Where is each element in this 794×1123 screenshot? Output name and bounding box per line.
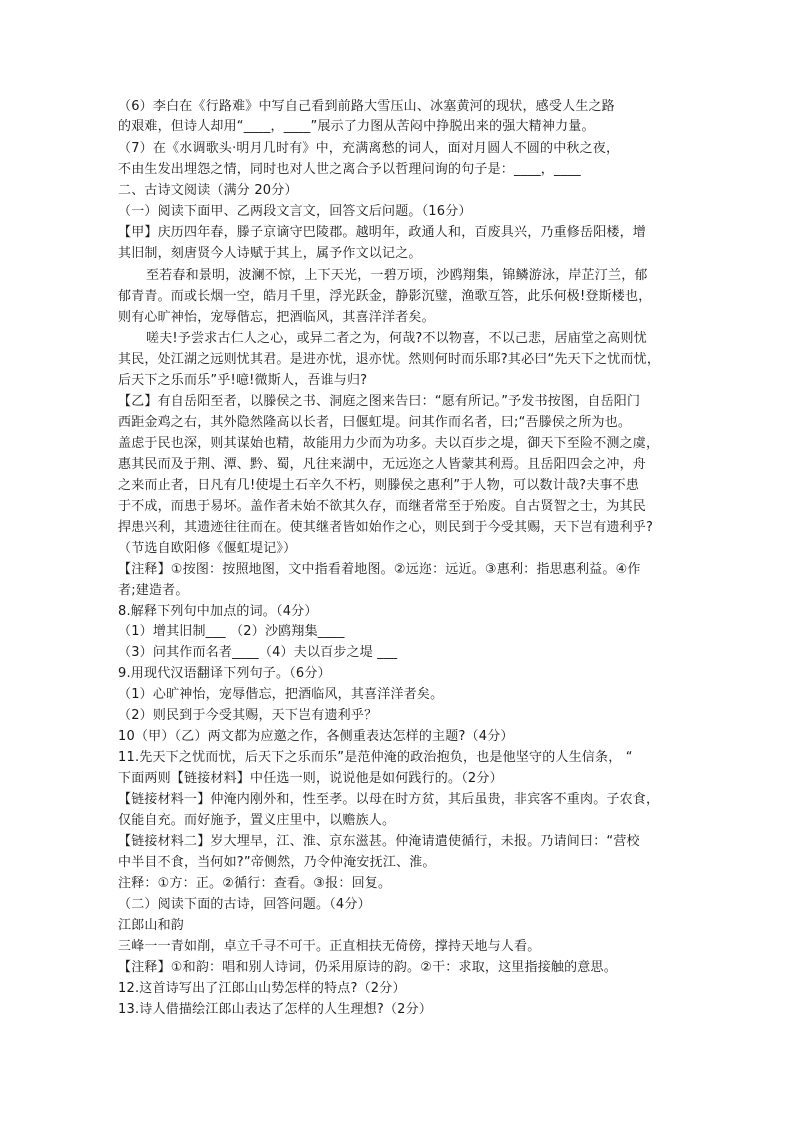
poem-title: 江郎山和韵 [118, 918, 185, 933]
question-12: 12.这首诗写出了江郎山山势怎样的特点?（2分） [118, 981, 406, 996]
question-9-item: （2）则民到于今受其赐，天下岂有遗利乎？ [118, 708, 378, 723]
question-11: 11.先天下之忧而忧，后天下之乐而乐”是范仲淹的政治抱负，也是他坚守的人生信条， “ [118, 750, 633, 765]
annotation-line: 【注释】①按图：按照地图，文中指看着地图。②远迩：远近。③惠利：指思惠利益。④作 [118, 562, 641, 577]
passage-yi-line: 于不成，而患于易坏。盖作者未始不欲其久存，而继者常至于殆废。自古贤智之士，为其民 [118, 499, 647, 514]
annotation-line: 者;建造者。 [118, 583, 189, 598]
passage-jia-line: 其民，处江湖之远则忧其君。是进亦忧，退亦忧。然则何时而乐耶?其必曰“先天下之忧而忧， [118, 352, 661, 367]
question-10: 10（甲）（乙）两文都为应邀之作，各侧重表达怎样的主题?（4分） [118, 729, 514, 744]
passage-jia-line: 【甲】庆历四年春，滕子京谪守巴陵郡。越明年，政通人和，百废具兴，乃重修岳阳楼，增 [118, 225, 647, 240]
passage-jia-line: 至若春和景明，波澜不惊，上下天光，一碧万顷，沙鸥翔集，锦鳞游泳，岸芷汀兰，郁 [146, 268, 648, 283]
text-line: （7）在《水调歌头·明月几时有》中，充满离愁的词人，面对月圆人不圆的中秋之夜， [118, 141, 620, 156]
text-line: 不由生发出埋怨之情，同时也对人世之离合予以哲理问询的句子是：____，____ [118, 162, 581, 177]
text-line: 的艰难，但诗人却用“____，____”展示了力图从苦闷中挣脱出来的强大精神力量。 [118, 119, 595, 134]
passage-yi-line: 盖虑于民也深，则其谋始也精，故能用力少而为功多。夫以百步之堤，御天下至险不测之虞， [118, 436, 660, 451]
subsection-heading: （二）阅读下面的古诗，回答问题。（4分） [118, 897, 371, 912]
poem-body: 三峰一一青如削，卓立千寻不可干。正直相扶无倚傍，撑持天地与人看。 [118, 939, 541, 954]
link-material-2: 【链接材料二】岁大埋早，江、淮、京东滋甚。仲淹请遣使循行，未报。乃请间曰：“营校 [118, 834, 640, 849]
passage-jia-line: 后天下之乐而乐”乎!噫!微斯人，吾谁与归? [118, 373, 368, 388]
passage-yi-line: 【乙】有自岳阳至者，以滕侯之书、洞庭之图来告曰：“愿有所记。”予发书按图，自岳阳门 [118, 394, 641, 409]
passage-jia-line: 郁青青。而或长烟一空，皓月千里，浮光跃金，静影沉璧，渔歌互答，此乐何极!登斯楼也， [118, 289, 652, 304]
passage-yi-line: 之来而止者，日凡有几!使堤土石辛久不朽，则滕侯之惠利”于人物，可以数计哉?夫事不患 [118, 478, 640, 493]
passage-yi-line: 惠其民而及于荆、潭、黔、蜀，凡往来湖中，无远迩之人皆蒙其利焉。且岳阳四会之冲，舟 [118, 457, 647, 472]
link-material-1: 【链接材料一】仲淹内刚外和，性至孝。以母在时方贫，其后虽贵，非宾客不重肉。子农食， [118, 792, 660, 807]
passage-jia-line: 则有心旷神怡，宠辱偕忘，把酒临风，其喜洋洋者矣。 [118, 310, 435, 325]
question-8-items: （1）增其旧制___ （2）沙鸥翔集____ [118, 624, 345, 639]
passage-jia-line: 其旧制，刻唐贤今人诗赋于其上，属予作文以记之。 [118, 246, 422, 261]
text-line: （6）李白在《行路难》中写自己看到前路大雪压山、冰塞黄河的现状，感受人生之路 [118, 99, 615, 114]
question-11: 下面两则【链接材料】中任选一则，说说他是如何践行的。（2分） [118, 771, 503, 786]
question-9-item: （1）心旷神怡，宠辱偕忘，把酒临风，其喜洋洋者矣。 [118, 687, 444, 702]
link-material-notes: 注释：①方：正。②循行：查看。③报：回复。 [118, 876, 392, 891]
section-heading: 二、古诗文阅读（满分 20分） [118, 183, 298, 198]
link-material-1: 仅能自充。而好施予，置义庄里中，以赡族人。 [118, 813, 396, 828]
question-8: 8.解释下列句中加点的词。（4分） [118, 604, 318, 619]
question-13: 13.诗人借描绘江郎山表达了怎样的人生理想?（2分） [118, 1002, 433, 1017]
question-9: 9.用现代汉语翻译下列句子。（6分） [118, 666, 331, 681]
passage-jia-line: 嗟夫!予尝求古仁人之心，或异二者之为，何哉?不以物喜，不以己悲，居庙堂之高则忧 [146, 331, 647, 346]
passage-yi-line: 捍患兴利，其遗迹往往而在。使其继者皆如始作之心，则民到于今受其赐，天下岂有遗利乎? [118, 520, 654, 535]
poem-annotation: 【注释】①和韵：唱和别人诗词，仍采用原诗的韵。②干：求取，这里指接触的意思。 [118, 960, 617, 975]
source-note: （节选自欧阳修《偃虹堤记》） [118, 541, 297, 556]
question-8-items: （3）问其作而名者____（4）夫以百步之堤 ___ [118, 645, 398, 660]
passage-yi-line: 西距金鸡之右，其外隐然隆高以长者，曰偃虹堤。问其作而名者，曰;“吾滕侯之所为也。 [118, 415, 632, 430]
subsection-heading: （一）阅读下面甲、乙两段文言文，回答文后问题。（16分） [118, 204, 472, 219]
link-material-2: 中半目不食，当何如?”帝侧然，乃令仲淹安抚江、淮。 [118, 855, 436, 870]
